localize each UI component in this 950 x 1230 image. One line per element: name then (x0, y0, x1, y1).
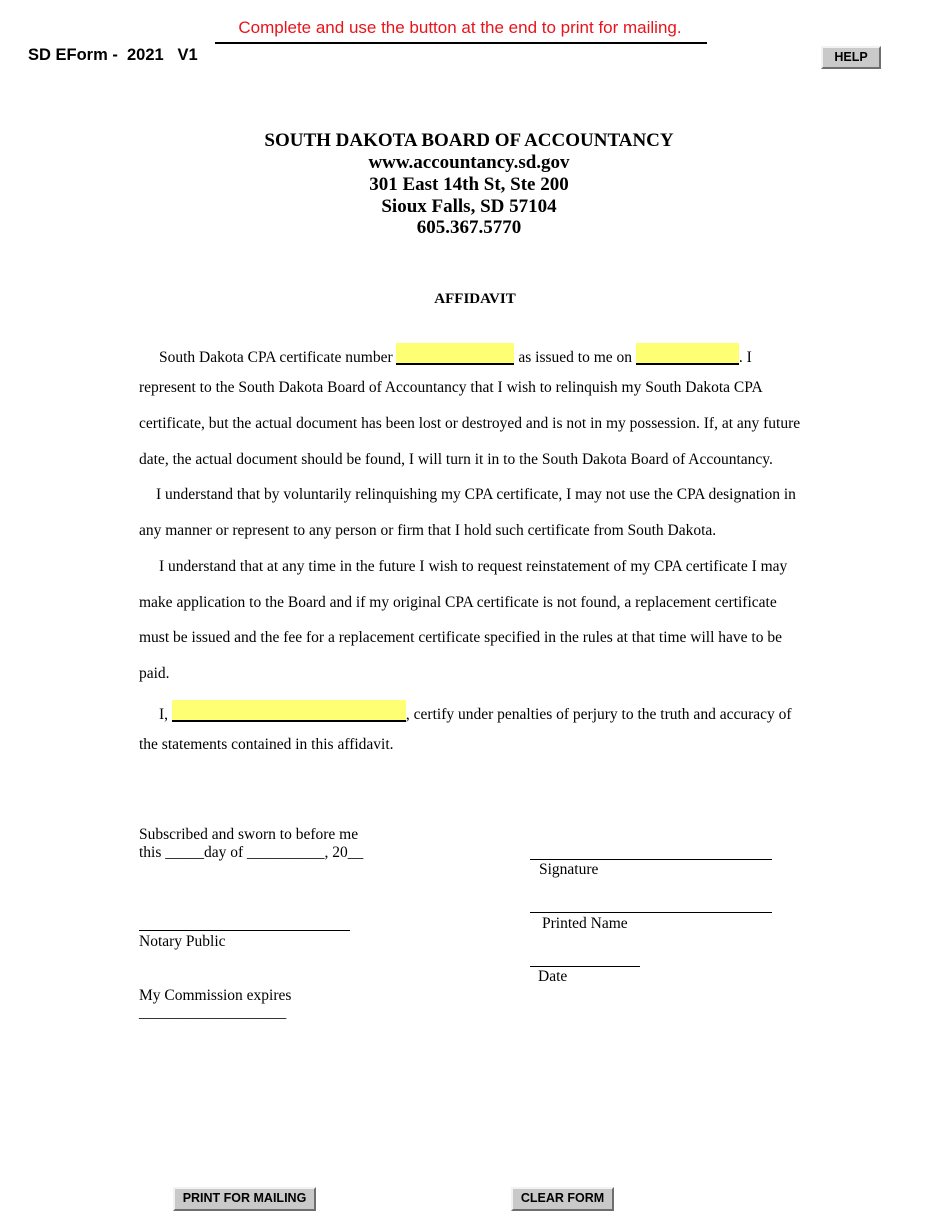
paragraph-1-line-2: represent to the South Dakota Board of Accountancy that I wish to relinquish my South Dakota CPA (139, 379, 763, 396)
org-city: Sioux Falls, SD 57104 (381, 196, 557, 217)
paragraph-4-line-2: the statements contained in this affidavit. (139, 736, 394, 753)
paragraph-3-line-2: make application to the Board and if my original CPA certificate is not found, a replacement certificate (139, 594, 777, 611)
print-for-mailing-button[interactable]: PRINT FOR MAILING (173, 1187, 316, 1211)
date-label: Date (538, 968, 568, 985)
paragraph-1-line-3: certificate, but the actual document has been lost or destroyed and is not in my possession. If, at any future (139, 415, 801, 432)
p1-line1-end: . I (738, 349, 752, 366)
certify-prefix: I, (159, 706, 169, 723)
print-instruction-note: Complete and use the button at the end to print for mailing. (238, 18, 682, 37)
clear-form-button[interactable]: CLEAR FORM (511, 1187, 614, 1211)
issue-date-field[interactable] (636, 343, 739, 365)
commission-expires-line: ___________________ (139, 1004, 287, 1021)
help-button[interactable]: HELP (821, 46, 881, 69)
paragraph-4-line-1 (159, 700, 792, 724)
sworn-statement-line-2: this _____day of __________, 20__ (139, 844, 364, 861)
org-name: SOUTH DAKOTA BOARD OF ACCOUNTANCY (264, 130, 674, 151)
signature-line (530, 859, 772, 860)
printed-name-line (530, 912, 772, 913)
org-street: 301 East 14th St, Ste 200 (369, 174, 569, 195)
notary-signature-line (139, 930, 350, 931)
form-identifier: SD EForm - 2021 V1 (28, 46, 198, 64)
signature-label: Signature (539, 861, 599, 878)
name-field[interactable] (172, 700, 406, 722)
org-phone: 605.367.5770 (416, 217, 522, 238)
paragraph-3-line-4: paid. (139, 665, 170, 682)
printed-name-label: Printed Name (542, 915, 628, 932)
certificate-number-label: South Dakota CPA certificate number (159, 349, 393, 366)
paragraph-1-line-4: date, the actual document should be found, I will turn it in to the South Dakota Board of Accountancy. (139, 451, 773, 468)
paragraph-3-line-3: must be issued and the fee for a replacement certificate specified in the rules at that time will have to be (139, 629, 782, 646)
org-website: www.accountancy.sd.gov (368, 152, 570, 173)
certificate-number-field[interactable] (396, 343, 514, 365)
top-divider (215, 42, 707, 44)
notary-public-label: Notary Public (139, 933, 226, 950)
commission-expires-label: My Commission expires (139, 987, 292, 1004)
certify-suffix: , certify under penalties of perjury to the truth and accuracy of (405, 706, 792, 723)
date-line (530, 966, 640, 967)
issued-date-label: as issued to me on (518, 349, 633, 366)
paragraph-2-line-2: any manner or represent to any person or firm that I hold such certificate from South Dakota. (139, 522, 717, 539)
sworn-statement-line-1: Subscribed and sworn to before me (139, 826, 359, 843)
paragraph-2-line-1: I understand that by voluntarily relinquishing my CPA certificate, I may not use the CPA designation in (156, 486, 796, 503)
paragraph-1-line-1 (159, 343, 752, 367)
form-title: AFFIDAVIT (434, 291, 516, 307)
paragraph-3-line-1: I understand that at any time in the future I wish to request reinstatement of my CPA certificate I may (159, 558, 788, 575)
